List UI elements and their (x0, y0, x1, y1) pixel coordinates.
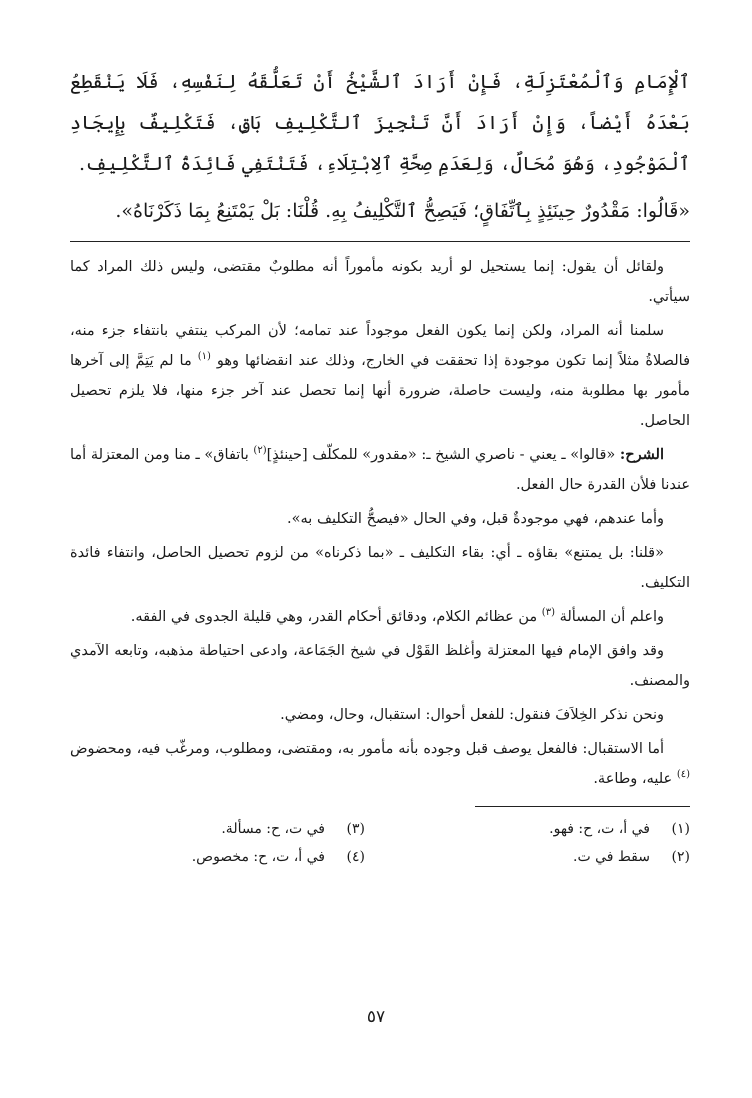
section-divider (70, 241, 690, 242)
footnote-item (70, 817, 365, 841)
sharh-paragraph-8: ونحن نذكر الخِلاَفَ فنقول: للفعل أحوال: استقبال، وحال، ومضي. (280, 707, 664, 723)
sharh-paragraph-5: «قلنا: بل يمتنع» بقاؤه ـ أي: بقاء التكليف ـ «بما ذكرناه» من لزوم تحصيل الحاصل، وانتفاء فائدة التكليف. (70, 545, 690, 591)
footnote-ref: (١) (197, 351, 211, 363)
footnote-number: (٤) (346, 849, 365, 865)
footnote-number: (٢) (671, 849, 690, 865)
footnote-text: في أ، ت، ح: مخصوص. (191, 849, 325, 865)
footnote-text: سقط في ت. (573, 849, 650, 865)
footnotes (70, 817, 690, 869)
sharh-paragraph-3 (70, 440, 690, 500)
footnote-divider (475, 806, 690, 807)
sharh-text: واعلم أن المسألة (559, 609, 664, 625)
sharh-paragraph-2 (70, 316, 690, 436)
footnote-item (70, 845, 365, 869)
footnote-item (395, 817, 690, 841)
footnote-item (395, 845, 690, 869)
sharh-paragraph-7: وقد وافق الإمام فيها المعتزلة وأغلظ القَوْل في شيخ الجَمَاعة، وادعى احتياطة مذهبه، وتابعه الآمدي والمصنف. (70, 643, 690, 689)
matn-paragraph-1: ٱلْإِمَامِ وَٱلْمُعْتَزِلَةِ، فَإِنْ أَرَادَ ٱلشَّيْخُ أَنْ تَعَلُّقَهُ لِنَفْسِهِ، فَلَا يَنْقَطِعُ بَعْدَهُ أَيْضاً، وَإِنْ أَرَادَ أَنَّ تَنْجِيزَ ٱلتَّكْلِيفِ بَاقٍ، فَتَكْلِيفٌ بِإِيجَادِ ٱلْمَوْجُودِ، وَهُوَ مُحَالٌ، وَلِعَدَمِ صِحَّةِ ٱلِابْتِلَاءِ، فَتَنْتَفِي فَائِدَةُ ٱلتَّكْلِيفِ. (70, 71, 690, 175)
sharh-text: سلمنا أنه المراد، ولكن إنما يكون الفعل موجوداً عند تمامه؛ لأن المركب ينتفي بانتفاء جزء منه، فالصلاةُ مثلاً إنما تكون موجودة إذا تحققت في الخارج، وذلك عند انقضائها وهو (70, 323, 691, 369)
sharh-text: ما لم يَتِمَّ إلى آخرها مأمور بها مطلوبة منه، وليست حاصلة، ضرورة أنها إنما تحصل عند آخر جزء منها، فلا يلزم تحصيل الحاصل. (70, 353, 690, 429)
sharh-text: من عظائم الكلام، ودقائق أحكام القدر، وهي قليلة الجدوى في الفقه. (130, 609, 538, 625)
footnote-ref: (٤) (676, 769, 690, 781)
footnote-number: (٣) (346, 821, 365, 837)
sharh-text: «قالوا» ـ يعني - ناصري الشيخ ـ: «مقدور» للمكلّف [حينئذٍ] (266, 447, 616, 463)
footnote-text: في أ، ت، ح: فهو. (549, 821, 650, 837)
sharh-text: باتفاق» ـ منا ومن المعتزلة أما عندنا فلأن القدرة حال الفعل. (70, 447, 690, 493)
footnote-ref: (٢) (253, 445, 267, 457)
footnote-ref: (٣) (541, 607, 555, 619)
sharh-text: أما الاستقبال: فالفعل يوصف قبل وجوده بأنه مأمور به، ومقتضى، ومطلوب، ومرغّب فيه، ومحضوض (70, 741, 664, 757)
sharh-text: عليه، وطاعة. (593, 771, 673, 787)
sharh-label: الشرح: (619, 446, 664, 463)
matn-paragraph-2: «قَالُوا: مَقْدُورٌ حِينَئِذٍ بِٱتِّفَاقٍ؛ فَيَصِحُّ ٱلتَّكْلِيفُ بِهِ. قُلْنَا: بَلْ يَمْتَنِعُ بِمَا ذَكَرْنَاهُ». (115, 200, 690, 222)
page-body (70, 62, 690, 869)
sharh-paragraph-6 (70, 602, 690, 632)
sharh-paragraph-9 (70, 734, 690, 794)
page-number: ٥٧ (366, 1007, 386, 1027)
sharh-paragraph-4: وأما عندهم، فهي موجودةٌ قبل، وفي الحال «فيصحُّ التكليف به». (287, 511, 664, 527)
sharh-paragraph-1: ولقائل أن يقول: إنما يستحيل لو أريد بكونه مأموراً أنه مطلوبٌ مقتضى، وليس ذلك المراد كما سيأتي. (70, 259, 690, 305)
footnote-number: (١) (671, 821, 690, 837)
footnote-text: في ت، ح: مسألة. (221, 821, 325, 837)
